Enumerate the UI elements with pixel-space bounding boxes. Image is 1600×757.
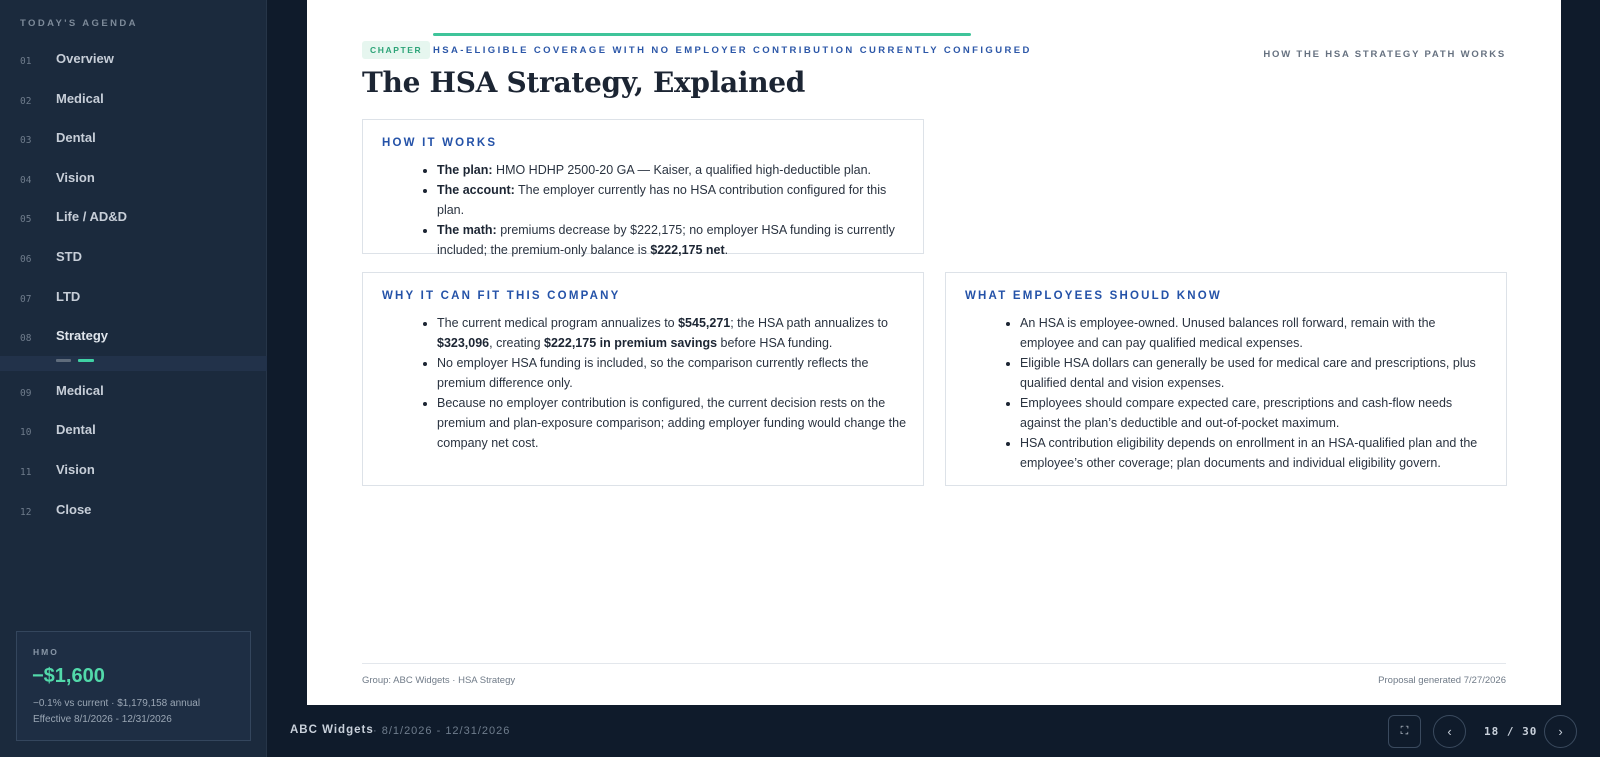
nav-label: STD <box>56 248 82 264</box>
list-item <box>437 313 907 353</box>
company-name: ABC Widgets <box>290 724 374 736</box>
nav-label: Strategy <box>56 328 109 344</box>
card-heading: WHY IT CAN FIT THIS COMPANY <box>382 290 621 302</box>
plan-summary-card <box>16 631 251 741</box>
nav-label: Life / AD&D <box>56 209 128 225</box>
bold-value: $545,271 <box>678 316 731 330</box>
bold-label: The account: <box>437 183 515 197</box>
coverage-dates: · 8/1/2026 - 12/31/2026 <box>373 725 511 737</box>
nav-label: LTD <box>56 288 81 304</box>
list-item: • Because no employer contribution is configured, the current decision rests on the premium and plan-exposure comparison; adding employer funding would change the company net cost. <box>437 393 907 453</box>
slide-footer-generated: Proposal generated 7/27/2026 <box>1378 675 1506 686</box>
bold-label: The math: <box>437 223 497 237</box>
bold-label: The plan: <box>437 163 493 177</box>
slide-counter: 18 / 30 <box>1484 725 1538 738</box>
nav-label: Dental <box>56 422 96 438</box>
card-heading: HOW IT WORKS <box>382 137 498 149</box>
nav-number: 12 <box>20 506 32 518</box>
slide-footer-group: Group: ABC Widgets · HSA Strategy <box>362 675 516 686</box>
agenda-sidebar <box>0 0 267 757</box>
list-text: The current medical program annualizes to <box>437 316 679 330</box>
nav-label: Medical <box>56 90 104 106</box>
nav-item-dental[interactable] <box>0 118 267 158</box>
progress-dash[interactable] <box>56 359 71 362</box>
nav-item-medical[interactable] <box>0 79 267 119</box>
list-item: • No employer HSA funding is included, so the comparison currently reflects the premium difference only. <box>437 353 907 393</box>
fullscreen-icon: ⛶ <box>1400 725 1409 737</box>
presentation-slide <box>307 0 1561 705</box>
agenda-title: TODAY'S AGENDA <box>20 18 138 29</box>
nav-item-ltd[interactable] <box>0 277 267 317</box>
plan-summary-label: HMO <box>33 647 59 657</box>
list-item: • An HSA is employee-owned. Unused balances roll forward, remain with the employee and can pay qualified medical expenses. <box>1020 313 1490 353</box>
agenda-nav <box>0 39 267 529</box>
bold-value: $222,175 net <box>650 243 725 257</box>
nav-item-strategy[interactable] <box>0 316 267 356</box>
nav-number: 08 <box>20 333 32 345</box>
slide-title: The HSA Strategy, Explained <box>362 66 806 99</box>
list-text: , creating <box>489 336 545 350</box>
slide-section-label: HOW THE HSA STRATEGY PATH WORKS <box>1263 49 1506 60</box>
section-progress <box>0 356 267 371</box>
nav-item-std[interactable] <box>0 237 267 277</box>
plan-summary-effective: Effective 8/1/2026 - 12/31/2026 <box>33 714 172 725</box>
employees-should-know-card <box>945 272 1507 486</box>
why-it-fits-card <box>362 272 924 486</box>
nav-label: Overview <box>56 51 114 66</box>
previous-slide-button[interactable] <box>1433 715 1466 748</box>
list-text: ; the HSA path annualizes to <box>730 316 888 330</box>
progress-dash-active[interactable] <box>78 359 94 362</box>
nav-item-medical-2[interactable] <box>0 371 267 411</box>
list-item <box>437 180 907 220</box>
list-item: • Employees should compare expected care, prescriptions and cash-flow needs against the plan’s deductible and out-of-pocket maximum. <box>1020 393 1490 433</box>
nav-number: 04 <box>20 174 32 186</box>
chapter-accent-bar <box>433 33 971 36</box>
nav-item-dental-2[interactable] <box>0 410 267 450</box>
nav-label: Medical <box>56 382 104 398</box>
nav-item-life-add[interactable] <box>0 197 267 237</box>
nav-item-close[interactable] <box>0 490 267 530</box>
list-item: • Eligible HSA dollars can generally be used for medical care and prescriptions, plus qualified dental and vision expenses. <box>1020 353 1490 393</box>
card-list <box>403 160 907 260</box>
chevron-right-icon: › <box>1558 724 1563 739</box>
footer-divider <box>362 663 1506 664</box>
nav-label: Dental <box>56 130 96 146</box>
nav-label: Vision <box>56 461 95 477</box>
list-text: premiums decrease by $222,175; no employer HSA funding is currently included; the premium-only balance is <box>437 223 895 257</box>
nav-item-vision[interactable] <box>0 158 267 198</box>
bold-value: $222,175 in premium savings <box>544 336 718 350</box>
list-text: HMO HDHP 2500-20 GA — Kaiser, a qualified high-deductible plan. <box>492 163 872 177</box>
nav-number: 06 <box>20 253 32 265</box>
nav-label: Close <box>56 501 92 517</box>
nav-number: 09 <box>20 387 32 399</box>
plan-summary-value: −$1,600 <box>32 665 105 687</box>
nav-item-vision-2[interactable] <box>0 450 267 490</box>
nav-item-overview[interactable] <box>0 39 267 79</box>
card-list <box>403 313 907 453</box>
bold-value: $323,096 <box>437 336 490 350</box>
nav-number: 11 <box>20 466 32 478</box>
nav-label: Vision <box>56 169 95 185</box>
plan-summary-comparison: −0.1% vs current · $1,179,158 annual <box>33 698 201 709</box>
list-text: . <box>724 243 729 257</box>
list-text: The employer currently has no HSA contribution configured for this plan. <box>437 183 887 217</box>
list-text: before HSA funding. <box>717 336 833 350</box>
card-list <box>986 313 1490 473</box>
how-it-works-card <box>362 119 924 257</box>
nav-number: 03 <box>20 135 32 147</box>
next-slide-button[interactable] <box>1544 715 1577 748</box>
fullscreen-button[interactable] <box>1388 715 1421 748</box>
nav-number: 07 <box>20 293 32 305</box>
list-item: • HSA contribution eligibility depends on enrollment in an HSA-qualified plan and the employee’s other coverage; plan documents and individual eligibility govern. <box>1020 433 1490 473</box>
list-item <box>437 160 907 180</box>
nav-number: 05 <box>20 214 32 226</box>
chevron-left-icon: ‹ <box>1447 724 1452 739</box>
list-item <box>437 220 907 260</box>
chapter-badge: CHAPTER <box>362 41 430 59</box>
chapter-title: HSA-ELIGIBLE COVERAGE WITH NO EMPLOYER CONTRIBUTION CURRENTLY CONFIGURED <box>433 45 1032 56</box>
card-heading: WHAT EMPLOYEES SHOULD KNOW <box>965 290 1222 302</box>
nav-number: 01 <box>20 56 32 67</box>
nav-number: 02 <box>20 95 32 107</box>
nav-number: 10 <box>20 427 32 439</box>
